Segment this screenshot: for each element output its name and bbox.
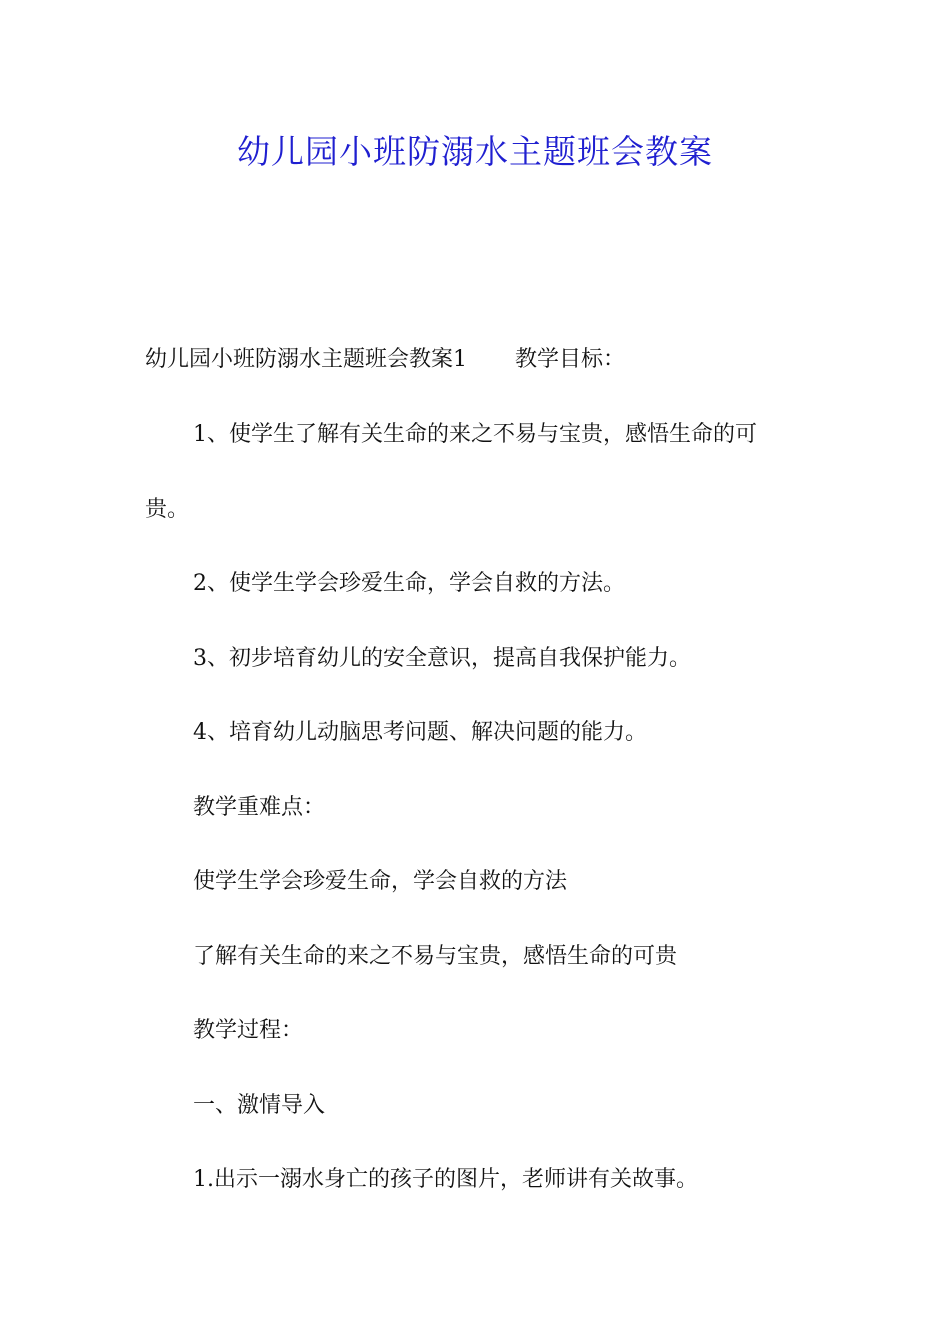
goal-4: 4、培育幼儿动脑思考问题、解决问题的能力。 <box>193 720 647 745</box>
heading-line <box>145 345 625 375</box>
section-1-heading: 一、激情导入 <box>193 1093 326 1118</box>
key-points-label: 教学重难点： <box>193 795 326 820</box>
page-title: 幼儿园小班防溺水主题班会教案 <box>237 132 713 171</box>
lesson-plan-heading: 幼儿园小班防溺水主题班会教案1 <box>145 347 467 372</box>
goal-2: 2、使学生学会珍爱生命，学会自救的方法。 <box>193 571 625 596</box>
key-point-1: 使学生学会珍爱生命，学会自救的方法 <box>193 869 568 894</box>
goal-3: 3、初步培育幼儿的安全意识，提高自我保护能力。 <box>193 646 691 671</box>
process-label: 教学过程： <box>193 1018 304 1043</box>
goal-1-line-b: 贵。 <box>145 497 190 522</box>
step-1: 1.出示一溺水身亡的孩子的图片，老师讲有关故事。 <box>193 1167 698 1192</box>
key-point-2: 了解有关生命的来之不易与宝贵，感悟生命的可贵 <box>193 944 678 969</box>
teaching-goals-label: 教学目标： <box>515 347 626 372</box>
goal-1-line-a: 1、使学生了解有关生命的来之不易与宝贵，感悟生命的可 <box>193 422 757 447</box>
